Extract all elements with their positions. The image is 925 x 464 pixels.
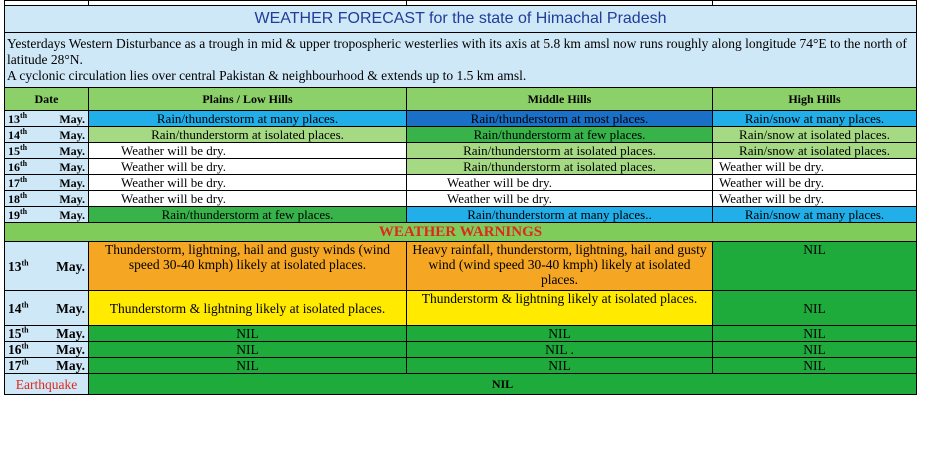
warning-row — [5, 342, 917, 358]
forecast-high: Rain/snow at many places. — [713, 207, 917, 223]
forecast-high: Rain/snow at many places. — [713, 111, 917, 127]
forecast-plains: Rain/thunderstorm at many places. — [89, 111, 407, 127]
forecast-row — [5, 191, 917, 207]
warning-middle: NIL — [407, 358, 713, 374]
warning-date: 16th May. — [5, 342, 89, 358]
header-row — [5, 88, 917, 111]
forecast-row — [5, 159, 917, 175]
warning-high: NIL — [713, 242, 917, 291]
forecast-middle: Rain/thunderstorm at few places. — [407, 127, 713, 143]
warning-high: NIL — [713, 342, 917, 358]
warning-middle: Thunderstorm & lightning likely at isolated places. — [407, 291, 713, 326]
forecast-middle: Weather will be dry. — [407, 175, 713, 191]
forecast-plains: Weather will be dry. — [89, 159, 407, 175]
warning-high: NIL — [713, 326, 917, 342]
warning-high: NIL — [713, 291, 917, 326]
warning-middle: Heavy rainfall, thunderstorm, lightning, hail and gusty wind (wind speed 30-40 kmph) likely at isolated places. — [407, 242, 713, 291]
forecast-plains: Weather will be dry. — [89, 143, 407, 159]
forecast-document — [4, 0, 916, 395]
warning-date: 17th May. — [5, 358, 89, 374]
forecast-row — [5, 207, 917, 223]
warning-date: 13th May. — [5, 242, 89, 291]
forecast-high: Weather will be dry. — [713, 159, 917, 175]
warning-middle: NIL . — [407, 342, 713, 358]
forecast-plains: Rain/thunderstorm at isolated places. — [89, 127, 407, 143]
warning-plains: NIL — [89, 342, 407, 358]
header-middle: Middle Hills — [407, 88, 713, 111]
forecast-middle: Rain/thunderstorm at isolated places. — [407, 159, 713, 175]
forecast-row — [5, 111, 917, 127]
page-title: WEATHER FORECAST for the state of Himachal Pradesh — [5, 6, 917, 33]
summary-line-1: Yesterdays Western Disturbance as a trough in mid & upper tropospheric westerlies with its axis at 5.8 km amsl now runs roughly along longitude 74°E to the north of latitude 28°N. — [7, 36, 907, 67]
forecast-middle: Rain/thunderstorm at most places. — [407, 111, 713, 127]
warning-plains: NIL — [89, 358, 407, 374]
warning-date: 15th May. — [5, 326, 89, 342]
forecast-high: Rain/snow at isolated places. — [713, 143, 917, 159]
forecast-date: 19th May. — [5, 207, 89, 223]
forecast-table — [4, 0, 917, 395]
warning-row — [5, 326, 917, 342]
forecast-row — [5, 127, 917, 143]
forecast-date: 16th May. — [5, 159, 89, 175]
synoptic-summary — [5, 33, 917, 88]
forecast-high: Rain/snow at isolated places. — [713, 127, 917, 143]
warning-plains: Thunderstorm & lightning likely at isolated places. — [89, 291, 407, 326]
header-high: High Hills — [713, 88, 917, 111]
warning-row — [5, 242, 917, 291]
header-date: Date — [5, 88, 89, 111]
earthquake-row — [5, 374, 917, 395]
forecast-plains: Rain/thunderstorm at few places. — [89, 207, 407, 223]
forecast-middle: Rain/thunderstorm at many places.. — [407, 207, 713, 223]
forecast-date: 14th May. — [5, 127, 89, 143]
forecast-date: 15th May. — [5, 143, 89, 159]
forecast-date: 18th May. — [5, 191, 89, 207]
warning-row — [5, 291, 917, 326]
forecast-row — [5, 143, 917, 159]
header-plains: Plains / Low Hills — [89, 88, 407, 111]
forecast-date: 13th May. — [5, 111, 89, 127]
forecast-high: Weather will be dry. — [713, 191, 917, 207]
warning-middle: NIL — [407, 326, 713, 342]
forecast-plains: Weather will be dry. — [89, 191, 407, 207]
forecast-row — [5, 175, 917, 191]
warning-plains: NIL — [89, 326, 407, 342]
warning-row — [5, 358, 917, 374]
summary-line-2: A cyclonic circulation lies over central Pakistan & neighbourhood & extends up to 1.5 km amsl. — [7, 68, 527, 83]
forecast-middle: Weather will be dry. — [407, 191, 713, 207]
forecast-high: Weather will be dry. — [713, 175, 917, 191]
warning-date: 14th May. — [5, 291, 89, 326]
earthquake-value: NIL — [89, 374, 917, 395]
warnings-title: WEATHER WARNINGS — [5, 223, 917, 242]
forecast-date: 17th May. — [5, 175, 89, 191]
forecast-middle: Rain/thunderstorm at isolated places. — [407, 143, 713, 159]
warning-high: NIL — [713, 358, 917, 374]
warning-plains: Thunderstorm, lightning, hail and gusty winds (wind speed 30-40 kmph) likely at isolated places. — [89, 242, 407, 291]
forecast-plains: Weather will be dry. — [89, 175, 407, 191]
earthquake-label: Earthquake — [5, 374, 89, 395]
